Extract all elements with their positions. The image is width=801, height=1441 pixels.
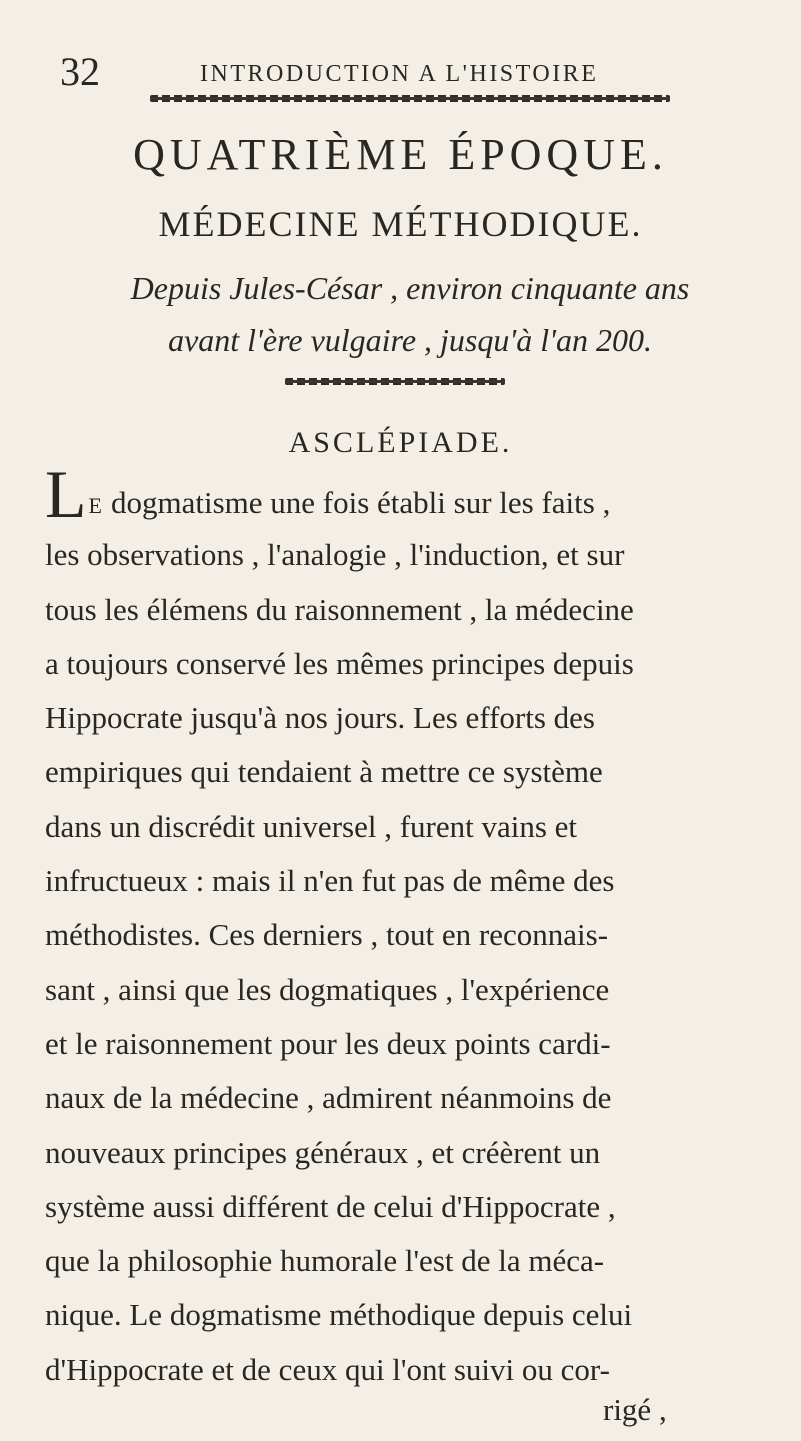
- running-head: [60, 49, 740, 94]
- epoch-subtitle: MÉDECINE MÉTHODIQUE.: [158, 204, 643, 244]
- epoch-heading: QUATRIÈME ÉPOQUE.: [133, 130, 668, 179]
- body-line: nique. Le dogmatisme méthodique depuis celui: [45, 1297, 633, 1333]
- dates-line-2: avant l'ère vulgaire , jusqu'à l'an 200.: [168, 322, 652, 358]
- body-line: naux de la médecine , admirent néanmoins de: [45, 1080, 612, 1116]
- running-title: INTRODUCTION A L'HISTOIRE: [200, 61, 599, 87]
- body-paragraph: [45, 456, 765, 1397]
- body-line-first-text: dogmatisme une fois établi sur les faits ,: [111, 485, 611, 520]
- body-line: infructueux : mais il n'en fut pas de même des: [45, 863, 615, 899]
- drop-cap-small-caps: E: [88, 493, 103, 518]
- section-heading: ASCLÉPIADE.: [288, 426, 513, 459]
- body-line: méthodistes. Ces derniers , tout en reconnais-: [45, 917, 609, 953]
- page-number: 32: [60, 49, 100, 94]
- body-line: les observations , l'analogie , l'induction, et sur: [45, 537, 625, 573]
- body-line: sant , ainsi que les dogmatiques , l'expérience: [45, 971, 610, 1007]
- body-line: que la philosophie humorale l'est de la méca-: [45, 1243, 605, 1279]
- body-line: système aussi différent de celui d'Hippocrate ,: [45, 1188, 616, 1224]
- drop-cap: L: [45, 456, 87, 532]
- body-line: nouveaux principes généraux , et créèrent un: [45, 1134, 601, 1170]
- decorative-rule-top: [150, 95, 670, 102]
- body-line: empiriques qui tendaient à mettre ce système: [45, 754, 603, 790]
- body-line: dans un discrédit universel , furent vains et: [45, 808, 578, 844]
- epoch-dates: [70, 262, 750, 366]
- body-line: Hippocrate jusqu'à nos jours. Les efforts des: [45, 700, 595, 736]
- body-line: et le raisonnement pour les deux points cardi-: [45, 1025, 611, 1061]
- dates-line-1: Depuis Jules-César , environ cinquante ans: [130, 270, 690, 306]
- body-line: d'Hippocrate et de ceux qui l'ont suivi ou cor-: [45, 1351, 610, 1387]
- body-line: tous les élémens du raisonnement , la médecine: [45, 591, 634, 627]
- body-line: a toujours conservé les mêmes principes depuis: [45, 645, 634, 681]
- catchword: rigé ,: [603, 1392, 667, 1427]
- body-line-first: [45, 456, 765, 532]
- decorative-rule-middle: [285, 378, 505, 385]
